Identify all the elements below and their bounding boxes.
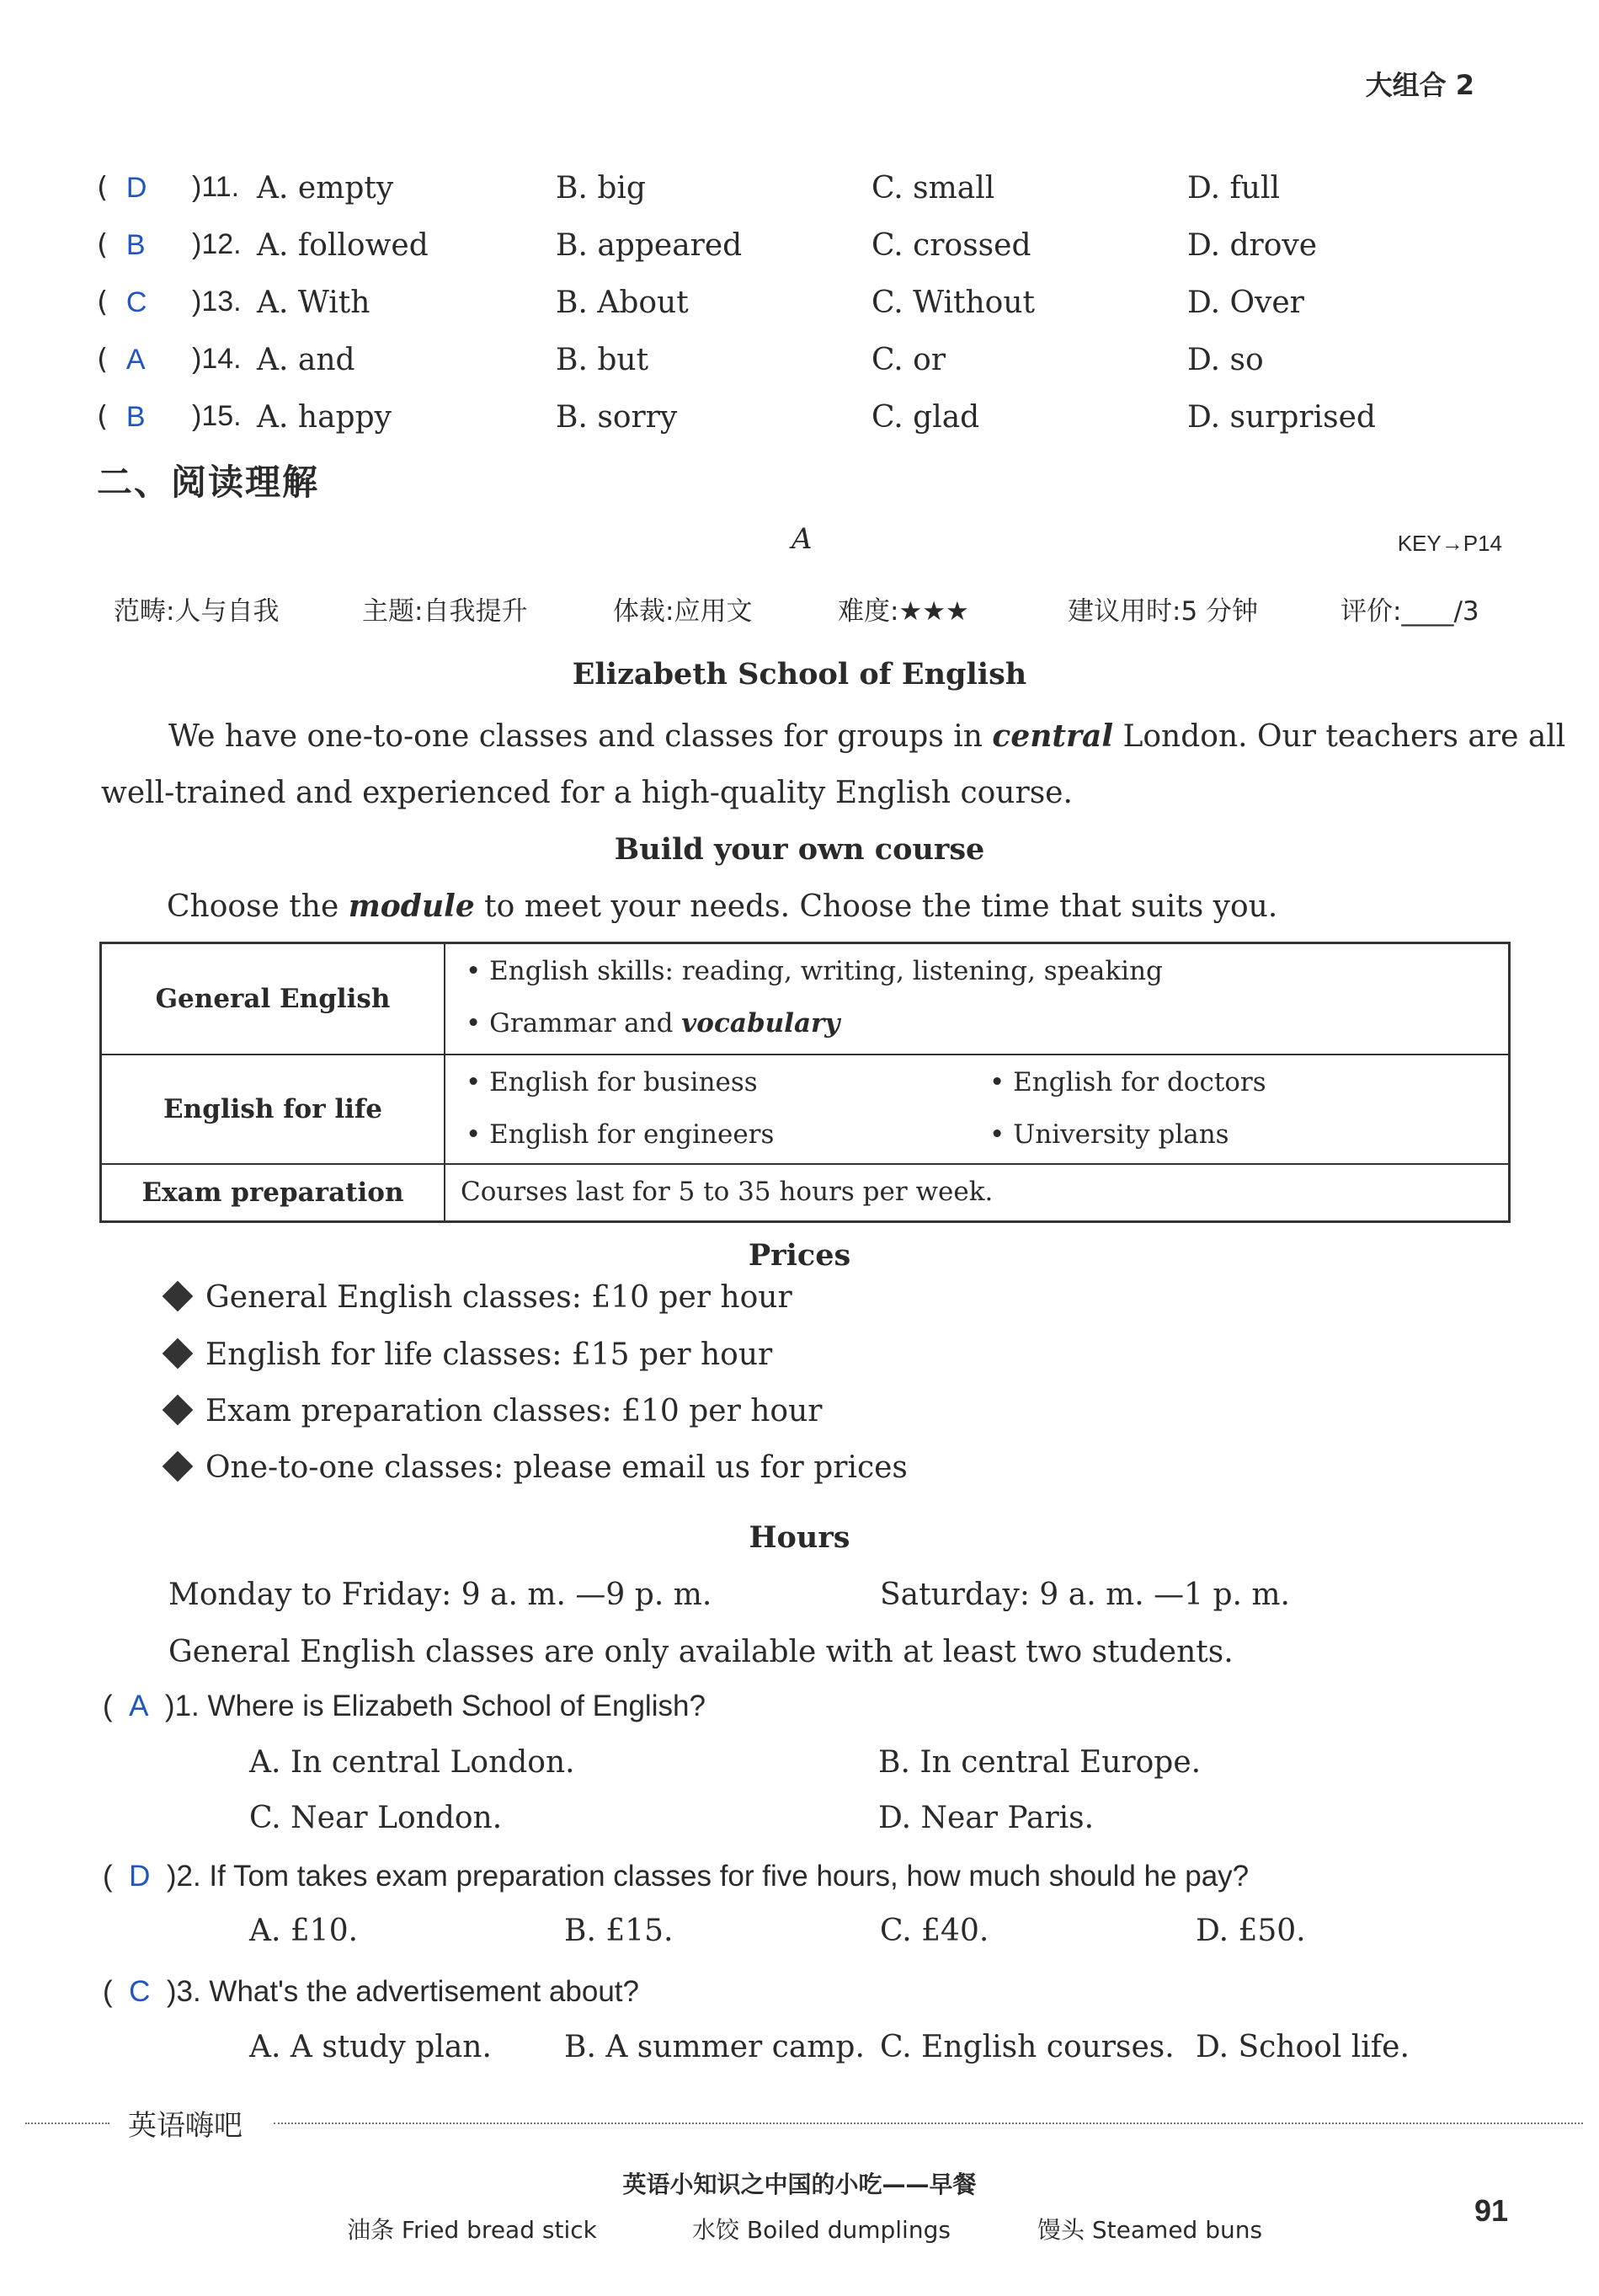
price-item: General English classes: £10 per hour — [167, 1280, 792, 1315]
answer-mark: D — [129, 1860, 151, 1893]
price-item: One-to-one classes: please email us for prices — [167, 1450, 908, 1485]
q3-option-a: A. A study plan. — [249, 2030, 492, 2064]
food-item: 馒头 Steamed buns — [1037, 2216, 1263, 2244]
keyword-central: central — [992, 718, 1114, 754]
option-a: A. and — [257, 343, 355, 377]
table-row — [101, 1164, 1510, 1222]
answer-mark: B — [125, 229, 146, 261]
choose-line: Choose the module to meet your needs. Choose the time that suits you. — [167, 889, 1278, 924]
option-b: B. sorry — [556, 400, 678, 435]
answer-mark: B — [125, 401, 146, 433]
hours-saturday: Saturday: 9 a. m. —1 p. m. — [880, 1578, 1290, 1612]
question-3: ( C )3. What's the advertisement about? — [103, 1975, 639, 2008]
diamond-bullet-icon — [163, 1395, 194, 1426]
hours-title: Hours — [749, 1520, 850, 1555]
cloze-row-11: ( D )11. A. empty B. big C. small D. full — [97, 171, 1281, 206]
diamond-bullet-icon — [163, 1338, 194, 1370]
question-2: ( D )2. If Tom takes exam preparation classes for five hours, how much should he pay? — [103, 1860, 1250, 1893]
option-b: B. About — [556, 286, 689, 320]
diamond-bullet-icon — [163, 1451, 194, 1482]
table-row — [101, 943, 1510, 1055]
option-a: A. happy — [257, 400, 392, 435]
question-number: )11. — [192, 171, 240, 203]
answer-mark: A — [129, 1690, 149, 1722]
meta-rating: 评价:____/3 — [1340, 596, 1479, 627]
answer-mark: D — [125, 172, 147, 204]
intro-line-2: well-trained and experienced for a high-quality English course. — [101, 776, 1073, 810]
hours-note: General English classes are only available with at least two students. — [168, 1635, 1234, 1669]
q1-option-d: D. Near Paris. — [878, 1801, 1095, 1835]
footer-divider — [274, 2122, 1583, 2124]
option-c: C. Without — [871, 286, 1036, 320]
meta-difficulty: 难度:★★★ — [838, 596, 969, 627]
row-head-general: General English — [101, 943, 445, 1055]
answer-mark: C — [125, 286, 147, 318]
life-item: • English for engineers — [466, 1119, 775, 1150]
cloze-row-12: ( B )12. A. followed B. appeared C. crossed D. drove — [97, 228, 1318, 263]
keyword-module: module — [348, 889, 475, 924]
q2-option-a: A. £10. — [249, 1914, 359, 1948]
option-b: B. appeared — [556, 228, 743, 263]
q3-option-b: B. A summer camp. — [564, 2030, 865, 2064]
intro-line-1: We have one-to-one classes and classes for groups in central London. Our teachers are all — [168, 718, 1566, 754]
q1-option-a: A. In central London. — [249, 1745, 575, 1780]
q1-option-c: C. Near London. — [249, 1801, 503, 1835]
prices-title: Prices — [748, 1238, 851, 1273]
option-c: C. small — [871, 171, 995, 206]
question-number: )14. — [192, 343, 242, 375]
meta-time: 建议用时:5 分钟 — [1068, 596, 1259, 627]
q2-option-c: C. £40. — [880, 1914, 989, 1948]
courses-table — [99, 942, 1511, 1223]
life-item: • English for business — [466, 1067, 758, 1097]
option-c: C. or — [871, 343, 946, 377]
question-number: )12. — [192, 228, 242, 260]
cloze-row-15: ( B )15. A. happy B. sorry C. glad D. surprised — [97, 400, 1376, 435]
option-d: D. surprised — [1187, 400, 1376, 435]
question-number: )15. — [192, 400, 242, 432]
q3-option-c: C. English courses. — [880, 2030, 1175, 2064]
option-b: B. big — [556, 171, 646, 206]
answer-mark: C — [129, 1975, 151, 2008]
meta-theme: 主题:自我提升 — [362, 596, 528, 627]
cloze-row-13: ( C )13. A. With B. About C. Without D. Over — [97, 286, 1304, 320]
price-item: Exam preparation classes: £10 per hour — [167, 1394, 823, 1428]
life-item: • University plans — [989, 1119, 1229, 1150]
unit-tag: 大组合 2 — [1365, 69, 1474, 101]
table-row — [101, 1055, 1510, 1164]
option-b: B. but — [556, 343, 649, 377]
general-item: • English skills: reading, writing, listening, speaking — [466, 956, 1163, 986]
page-number: 91 — [1474, 2193, 1508, 2228]
ad-title: Elizabeth School of English — [572, 657, 1027, 691]
section-title: 二、阅读理解 — [97, 462, 320, 503]
answer-key-ref: KEY→P14 — [1397, 531, 1502, 556]
hours-weekday: Monday to Friday: 9 a. m. —9 p. m. — [168, 1578, 712, 1612]
option-a: A. With — [257, 286, 370, 320]
life-item: • English for doctors — [989, 1067, 1266, 1097]
option-d: D. so — [1187, 343, 1264, 377]
option-d: D. full — [1187, 171, 1281, 206]
build-course-title: Build your own course — [614, 832, 985, 867]
food-item: 水饺 Boiled dumplings — [692, 2216, 951, 2244]
option-a: A. empty — [257, 171, 394, 206]
footer-label: 英语嗨吧 — [128, 2109, 243, 2143]
option-a: A. followed — [257, 228, 429, 263]
food-item: 油条 Fried bread stick — [347, 2216, 597, 2244]
question-1: ( A )1. Where is Elizabeth School of English? — [103, 1690, 706, 1722]
meta-genre: 体裁:应用文 — [613, 596, 753, 627]
price-item: English for life classes: £15 per hour — [167, 1338, 772, 1372]
row-head-life: English for life — [101, 1055, 445, 1164]
meta-category: 范畴:人与自我 — [114, 596, 280, 627]
cloze-row-14: ( A )14. A. and B. but C. or D. so — [97, 343, 1264, 377]
row-head-exam: Exam preparation — [101, 1164, 445, 1222]
option-d: D. Over — [1187, 286, 1304, 320]
option-c: C. glad — [871, 400, 980, 435]
answer-mark: A — [125, 344, 146, 376]
footer-title: 英语小知识之中国的小吃——早餐 — [622, 2171, 977, 2198]
option-d: D. drove — [1187, 228, 1318, 263]
q2-option-d: D. £50. — [1196, 1914, 1306, 1948]
question-number: )13. — [192, 286, 242, 318]
q1-option-b: B. In central Europe. — [878, 1745, 1202, 1780]
diamond-bullet-icon — [163, 1281, 194, 1312]
general-item: • Grammar and vocabulary — [466, 1008, 840, 1039]
exam-text: Courses last for 5 to 35 hours per week. — [461, 1177, 994, 1207]
option-c: C. crossed — [871, 228, 1031, 263]
footer-divider — [25, 2122, 109, 2124]
passage-letter: A — [792, 522, 813, 556]
q3-option-d: D. School life. — [1196, 2030, 1410, 2064]
q2-option-b: B. £15. — [564, 1914, 674, 1948]
